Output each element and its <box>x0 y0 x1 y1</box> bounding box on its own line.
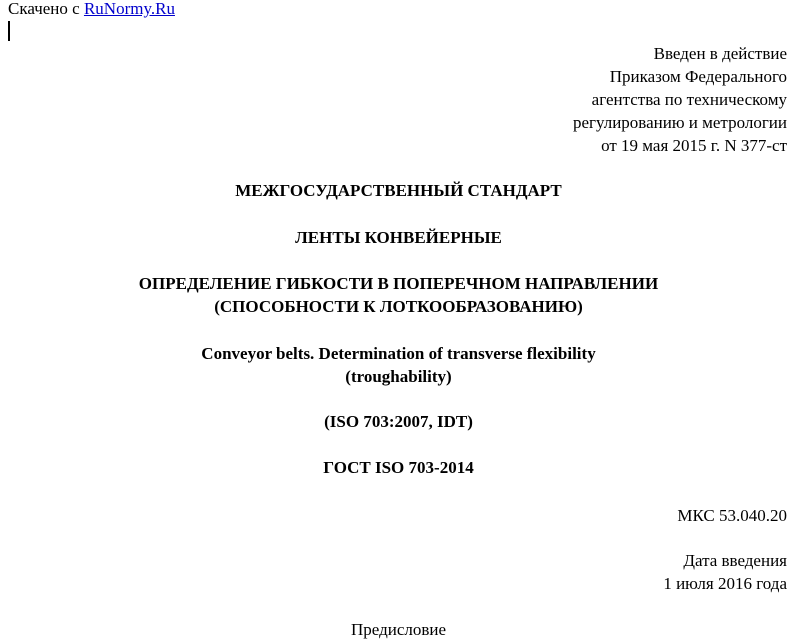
iso-reference: (ISO 703:2007, IDT) <box>324 412 473 431</box>
runormy-link[interactable]: RuNormy.Ru <box>83 0 175 18</box>
approval-line: Приказом Федерального <box>609 67 787 86</box>
title-en-line2: (troughability) <box>345 367 452 386</box>
approval-line: от 19 мая 2015 г. N 377-ст <box>601 136 787 155</box>
approval-block <box>573 42 787 157</box>
title-en <box>0 342 790 388</box>
subtitle-ru-line1: ОПРЕДЕЛЕНИЕ ГИБКОСТИ В ПОПЕРЕЧНОМ НАПРАВЛЕНИИ <box>138 274 659 293</box>
subtitle-ru <box>0 272 790 318</box>
source-prefix: Скачено с <box>8 0 84 18</box>
standard-type-heading: МЕЖГОСУДАРСТВЕННЫЙ СТАНДАРТ <box>235 181 562 200</box>
approval-line: агентства по техническому <box>591 90 787 109</box>
subtitle-ru-line2: (СПОСОБНОСТИ К ЛОТКООБРАЗОВАНИЮ) <box>214 297 583 316</box>
intro-date-value: 1 июля 2016 года <box>663 574 787 593</box>
approval-line: Введен в действие <box>653 44 787 63</box>
intro-date-label: Дата введения <box>683 551 787 570</box>
title-en-line1: Conveyor belts. Determination of transverse flexibility <box>201 344 596 363</box>
mks-code: МКС 53.040.20 <box>677 506 787 525</box>
text-cursor <box>8 21 10 41</box>
title-ru: ЛЕНТЫ КОНВЕЙЕРНЫЕ <box>295 228 502 247</box>
source-line <box>8 0 175 20</box>
gost-number: ГОСТ ISO 703-2014 <box>323 458 474 477</box>
intro-date-block <box>663 549 787 595</box>
approval-line: регулированию и метрологии <box>572 113 787 132</box>
preface-heading: Предисловие <box>350 620 447 639</box>
